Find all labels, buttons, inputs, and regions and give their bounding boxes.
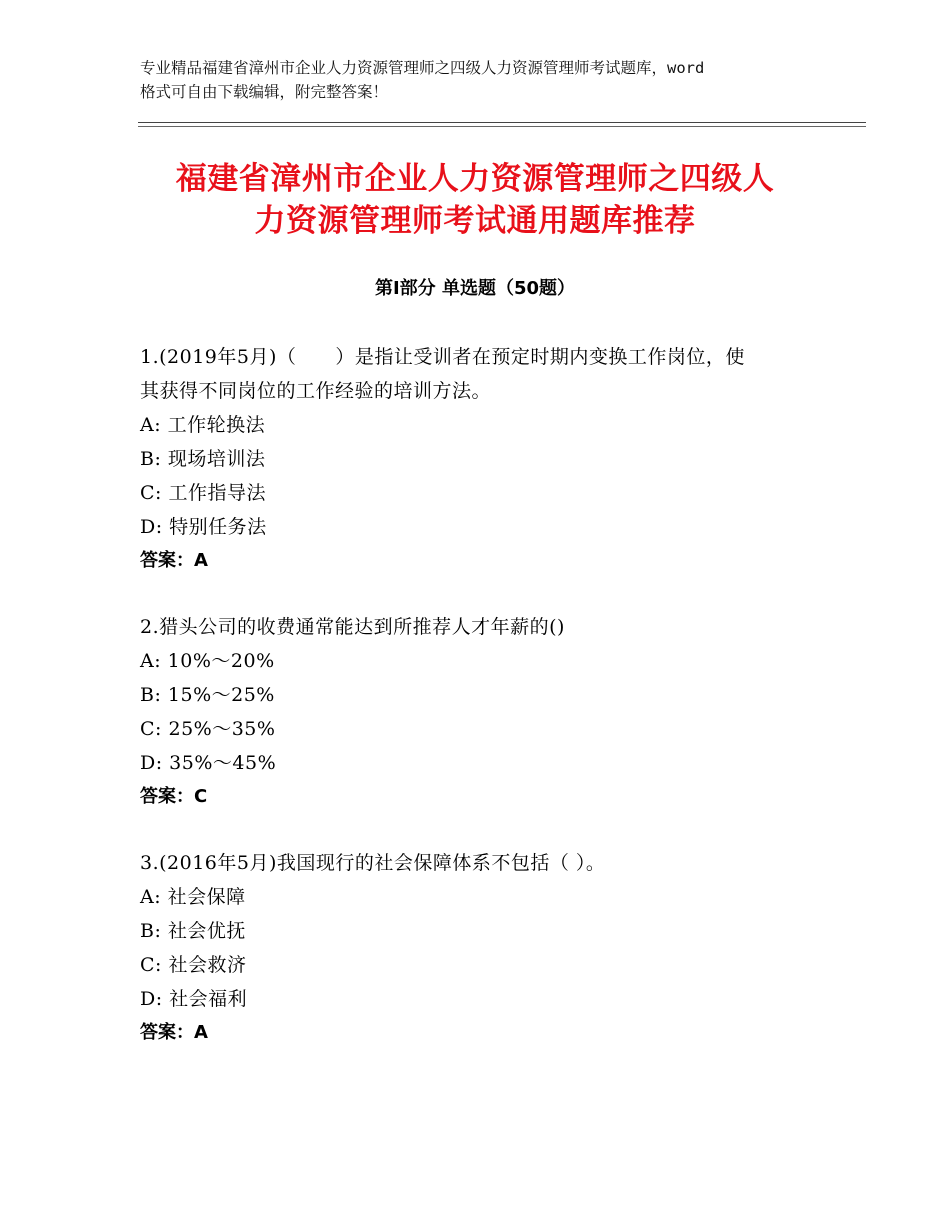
question-3 [140,846,812,1050]
question-2 [140,610,812,814]
section-heading: 第Ⅰ部分 单选题（50题） [374,278,575,299]
question-stem: 2.猎头公司的收费通常能达到所推荐人才年薪的() [140,616,565,638]
answer: 答案：C [140,786,208,807]
option-d: D: 35%～45% [140,752,277,774]
header-note-line-1: 专业精品福建省漳州市企业人力资源管理师之四级人力资源管理师考试题库，word [140,59,705,77]
header-note-line-2: 格式可自由下载编辑，附完整答案！ [140,83,389,101]
header-divider-thin [138,126,866,127]
option-b: B: 现场培训法 [140,448,266,470]
option-c: C: 工作指导法 [140,482,266,504]
document-title-line-2: 力资源管理师考试通用题库推荐 [254,203,696,239]
answer: 答案：A [140,1022,208,1043]
question-stem-continued: 其获得不同岗位的工作经验的培训方法。 [140,380,492,402]
option-a: A: 10%～20% [140,650,275,672]
question-stem: 1.(2019年5月)（ ）是指让受训者在预定时期内变换工作岗位，使 [140,346,745,368]
document-title [130,158,820,242]
option-a: A: 社会保障 [140,886,246,908]
header-divider [138,122,866,123]
option-c: C: 25%～35% [140,718,276,740]
option-b: B: 15%～25% [140,684,275,706]
option-a: A: 工作轮换法 [140,414,266,436]
option-b: B: 社会优抚 [140,920,246,942]
question-1 [140,340,812,578]
answer: 答案：A [140,550,208,571]
question-list [140,340,812,1082]
document-title-line-1: 福建省漳州市企业人力资源管理师之四级人 [175,161,775,197]
option-d: D: 特别任务法 [140,516,267,538]
option-d: D: 社会福利 [140,988,248,1010]
header-note [140,56,830,104]
question-stem: 3.(2016年5月)我国现行的社会保障体系不包括（ ）。 [140,852,606,874]
option-c: C: 社会救济 [140,954,247,976]
